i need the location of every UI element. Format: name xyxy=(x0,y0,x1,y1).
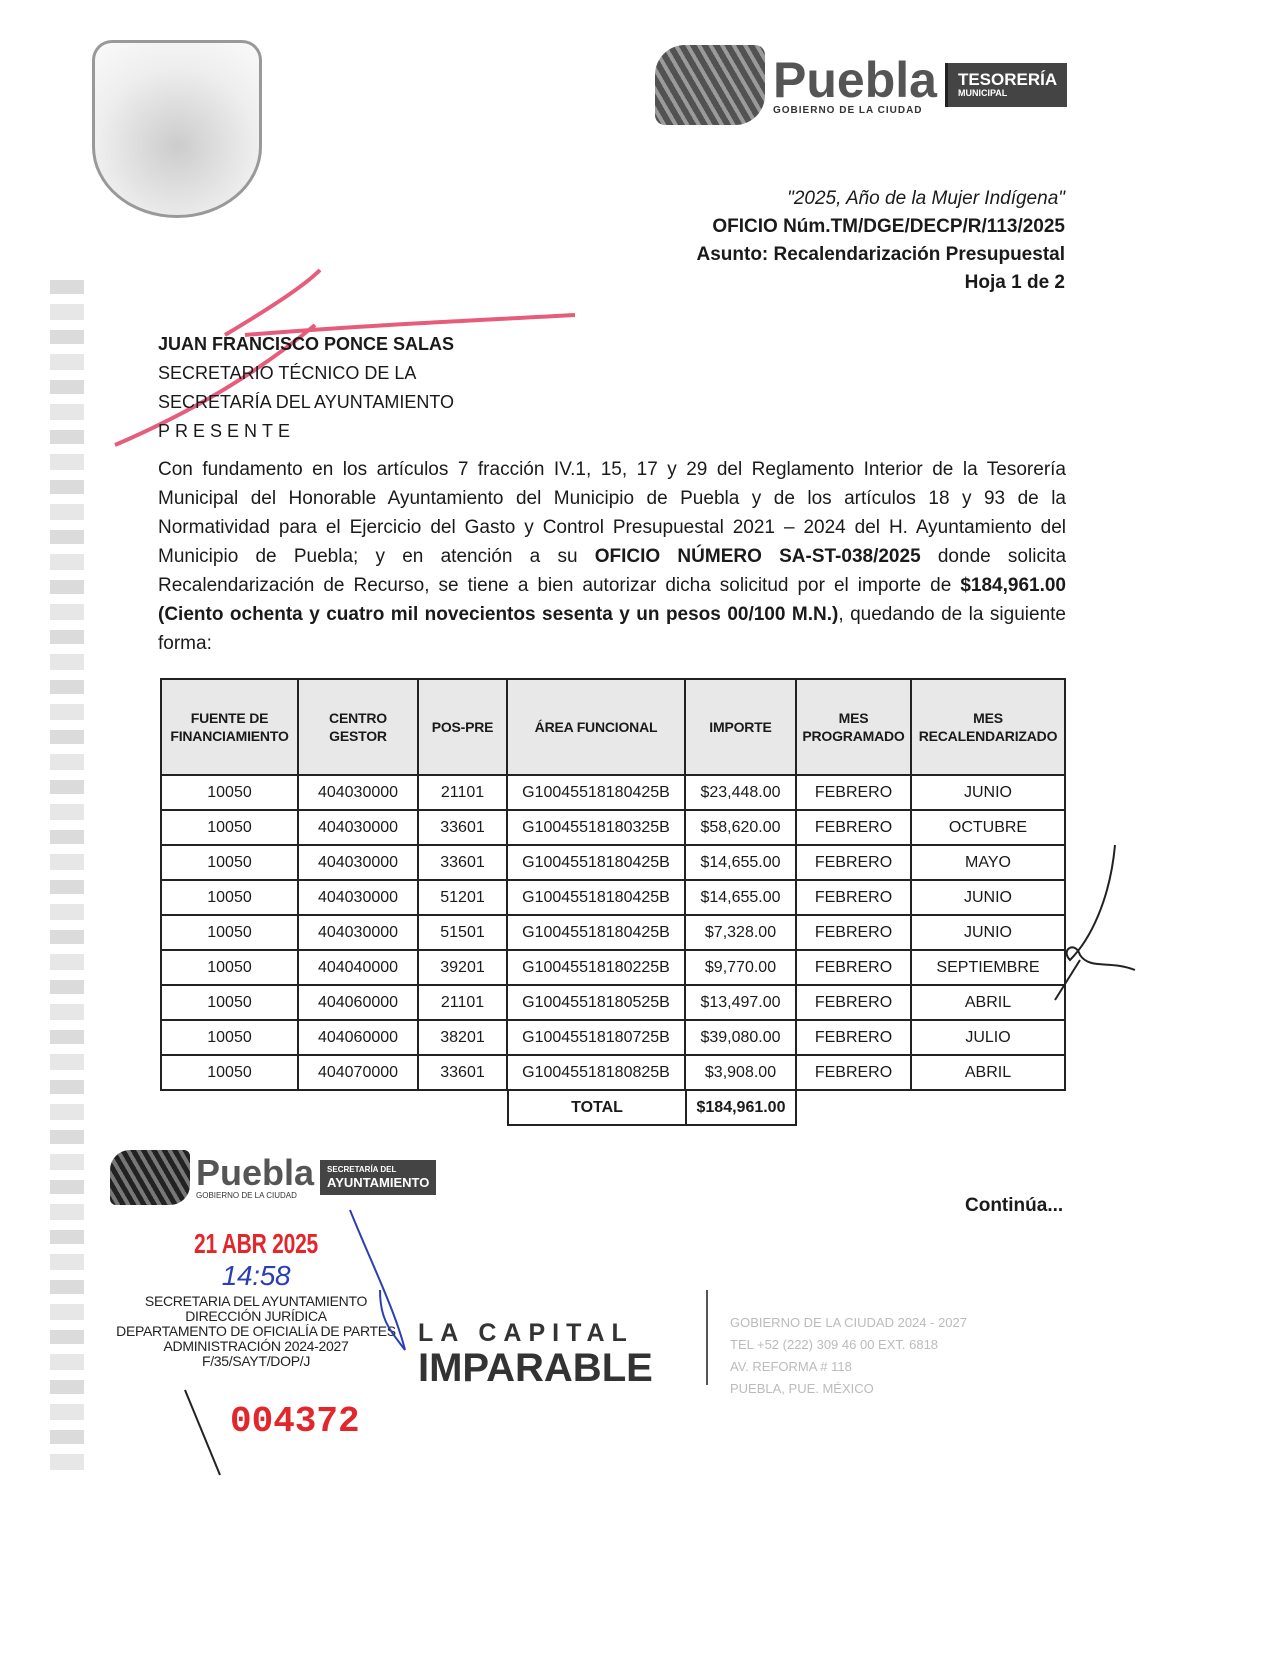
stamp-logo-tag-sub: SECRETARÍA DEL xyxy=(327,1164,397,1174)
table-cell: 33601 xyxy=(418,1055,507,1090)
table-cell: $14,655.00 xyxy=(685,845,796,880)
slogan-line-2: IMPARABLE xyxy=(418,1346,653,1390)
table-cell: FEBRERO xyxy=(796,845,911,880)
table-cell: G10045518180425B xyxy=(507,775,685,810)
stamp-line-1: SECRETARIA DEL AYUNTAMIENTO xyxy=(144,1293,368,1309)
table-cell: G10045518180425B xyxy=(507,845,685,880)
addressee-name: JUAN FRANCISCO PONCE SALAS xyxy=(158,334,455,354)
stamp-line-3: DEPARTAMENTO DE OFICIALÍA DE PARTES xyxy=(116,1323,396,1339)
table-cell: G10045518180725B xyxy=(507,1020,685,1055)
addressee-title-2: SECRETARÍA DEL AYUNTAMIENTO xyxy=(158,392,455,412)
table-cell: 21101 xyxy=(418,775,507,810)
stamp-logo-name: Puebla xyxy=(196,1151,315,1193)
table-cell: SEPTIEMBRE xyxy=(911,950,1065,985)
table-cell: FEBRERO xyxy=(796,810,911,845)
document-header xyxy=(697,185,1066,297)
table-cell: 10050 xyxy=(161,810,298,845)
table-cell: $7,328.00 xyxy=(685,915,796,950)
table-row xyxy=(161,950,1065,985)
table-cell: 51201 xyxy=(418,880,507,915)
body-text-2: donde solicita Recalendarización de Recurso, se tiene a bien autorizar dicha solicitud por el importe de xyxy=(158,546,1067,596)
decorative-border xyxy=(50,280,84,1470)
table-row xyxy=(161,1055,1065,1090)
table-cell: $58,620.00 xyxy=(685,810,796,845)
stamp-line-2: DIRECCIÓN JURÍDICA xyxy=(185,1308,327,1324)
oficio-number: OFICIO Núm.TM/DGE/DECP/R/113/2025 xyxy=(712,216,1065,237)
stamp-time: 14:58 xyxy=(221,1260,291,1291)
column-header: FUENTE DE FINANCIAMIENTO xyxy=(161,679,298,775)
table-cell: 404030000 xyxy=(298,845,418,880)
table-row xyxy=(161,810,1065,845)
page-number: Hoja 1 de 2 xyxy=(964,272,1065,293)
table-cell: G10045518180225B xyxy=(507,950,685,985)
table-cell: 404060000 xyxy=(298,1020,418,1055)
column-header: IMPORTE xyxy=(685,679,796,775)
table-cell: 10050 xyxy=(161,1020,298,1055)
table-row xyxy=(161,915,1065,950)
table-cell: 10050 xyxy=(161,880,298,915)
table-row xyxy=(161,845,1065,880)
table-cell: 33601 xyxy=(418,845,507,880)
addressee-block xyxy=(158,330,454,446)
table-cell: JULIO xyxy=(911,1020,1065,1055)
body-paragraph xyxy=(158,455,1066,658)
column-header: POS-PRE xyxy=(418,679,507,775)
total-value: $184,961.00 xyxy=(686,1090,796,1125)
table-cell: ABRIL xyxy=(911,1055,1065,1090)
budget-table xyxy=(160,678,1066,1091)
footer-contact xyxy=(730,1312,967,1400)
oficio-reference: OFICIO NÚMERO SA-ST-038/2025 xyxy=(594,546,921,567)
contact-line: GOBIERNO DE LA CIUDAD 2024 - 2027 xyxy=(730,1315,967,1330)
stamp-date: 21 ABR 2025 xyxy=(193,1228,318,1259)
column-header: CENTRO GESTOR xyxy=(298,679,418,775)
table-cell: FEBRERO xyxy=(796,915,911,950)
table-cell: 10050 xyxy=(161,1055,298,1090)
table-cell: $3,908.00 xyxy=(685,1055,796,1090)
table-cell: $23,448.00 xyxy=(685,775,796,810)
table-cell: 404060000 xyxy=(298,985,418,1020)
table-cell: 404030000 xyxy=(298,880,418,915)
table-cell: 39201 xyxy=(418,950,507,985)
table-cell: 404070000 xyxy=(298,1055,418,1090)
stamp-logo-tag-text: AYUNTAMIENTO xyxy=(327,1174,430,1190)
slogan xyxy=(418,1318,653,1388)
table-cell: FEBRERO xyxy=(796,775,911,810)
contact-line: TEL +52 (222) 309 46 00 EXT. 6818 xyxy=(730,1337,939,1352)
table-cell: 404030000 xyxy=(298,915,418,950)
total-label: TOTAL xyxy=(508,1090,686,1125)
contact-line: AV. REFORMA # 118 xyxy=(730,1359,852,1374)
table-cell: JUNIO xyxy=(911,915,1065,950)
amount-text: $184,961.00 (Ciento ochenta y cuatro mil novecientos sesenta y un pesos 00/100 M.N.) xyxy=(158,575,1066,625)
total-row xyxy=(508,1090,796,1125)
addressee-title-1: SECRETARIO TÉCNICO DE LA xyxy=(158,363,417,383)
puebla-emblem-icon xyxy=(655,45,765,125)
stamp-line-4: ADMINISTRACIÓN 2024-2027 xyxy=(163,1338,349,1354)
table-cell: 10050 xyxy=(161,775,298,810)
table-cell: G10045518180425B xyxy=(507,880,685,915)
subject: Asunto: Recalendarización Presupuestal xyxy=(696,244,1065,265)
ayuntamiento-logo xyxy=(110,1150,436,1205)
handwritten-initials xyxy=(1050,840,1150,1010)
body-text-3: , quedando de la siguiente forma: xyxy=(158,604,1066,654)
table-cell: 38201 xyxy=(418,1020,507,1055)
table-cell: 404040000 xyxy=(298,950,418,985)
table-cell: G10045518180525B xyxy=(507,985,685,1020)
puebla-emblem-icon xyxy=(110,1150,190,1205)
motto: "2025, Año de la Mujer Indígena" xyxy=(787,188,1065,209)
logo-tag-text: TESORERÍA xyxy=(957,69,1058,89)
table-row xyxy=(161,775,1065,810)
table-cell: 10050 xyxy=(161,845,298,880)
column-header: ÁREA FUNCIONAL xyxy=(507,679,685,775)
presente: PRESENTE xyxy=(158,421,296,441)
column-header: MES RECALENDARIZADO xyxy=(911,679,1065,775)
stamp-line-5: F/35/SAYT/DOP/J xyxy=(201,1353,311,1369)
table-cell: $39,080.00 xyxy=(685,1020,796,1055)
logo-sub: GOBIERNO DE LA CIUDAD xyxy=(773,104,923,116)
logo-name: Puebla xyxy=(773,51,937,108)
table-cell: $13,497.00 xyxy=(685,985,796,1020)
table-cell: FEBRERO xyxy=(796,1020,911,1055)
total-table xyxy=(507,1089,797,1126)
column-header: MES PROGRAMADO xyxy=(796,679,911,775)
table-cell: OCTUBRE xyxy=(911,810,1065,845)
table-cell: 404030000 xyxy=(298,775,418,810)
table-cell: 10050 xyxy=(161,915,298,950)
table-body xyxy=(161,775,1065,1090)
slogan-line-1: LA CAPITAL xyxy=(418,1319,634,1347)
table-cell: 10050 xyxy=(161,950,298,985)
table-cell: FEBRERO xyxy=(796,880,911,915)
folio-number: 004372 xyxy=(230,1401,360,1442)
body-text-1: Con fundamento en los artículos 7 fracción IV.1, 15, 17 y 29 del Reglamento Interior de la Tesorería Municipal del Honorable Ayuntamiento del Municipio de Puebla y de los artículos 18 y 93 de la Normatividad para el Ejercicio del Gasto y Control Presupuestal 2021 – 2024 del H. Ayuntamiento del Municipio de Puebla; y en atención a su xyxy=(158,459,1066,567)
handwritten-marks-blue xyxy=(180,1200,440,1490)
table-cell: $9,770.00 xyxy=(685,950,796,985)
continues-label: Continúa... xyxy=(965,1195,1064,1216)
table-cell: G10045518180325B xyxy=(507,810,685,845)
table-cell: MAYO xyxy=(911,845,1065,880)
table-row xyxy=(161,1020,1065,1055)
table-cell: 10050 xyxy=(161,985,298,1020)
table-cell: 21101 xyxy=(418,985,507,1020)
table-cell: ABRIL xyxy=(911,985,1065,1020)
table-cell: G10045518180425B xyxy=(507,915,685,950)
table-cell: JUNIO xyxy=(911,775,1065,810)
contact-line: PUEBLA, PUE. MÉXICO xyxy=(730,1381,874,1396)
stamp-logo-tag xyxy=(320,1160,436,1195)
table-cell: 404030000 xyxy=(298,810,418,845)
table-cell: 51501 xyxy=(418,915,507,950)
stamp-logo-sub: GOBIERNO DE LA CIUDAD xyxy=(196,1190,297,1200)
table-row xyxy=(161,880,1065,915)
logo-tag-sub: MUNICIPAL xyxy=(957,88,1008,99)
table-cell: FEBRERO xyxy=(796,950,911,985)
table-header-row xyxy=(161,679,1065,775)
table-row xyxy=(161,985,1065,1020)
tesoreria-logo xyxy=(655,45,1067,125)
table-cell: G10045518180825B xyxy=(507,1055,685,1090)
table-cell: JUNIO xyxy=(911,880,1065,915)
footer-divider xyxy=(706,1290,708,1385)
table-cell: 33601 xyxy=(418,810,507,845)
table-cell: $14,655.00 xyxy=(685,880,796,915)
municipal-seal xyxy=(92,40,262,218)
table-cell: FEBRERO xyxy=(796,985,911,1020)
logo-tag xyxy=(945,63,1067,108)
table-cell: FEBRERO xyxy=(796,1055,911,1090)
